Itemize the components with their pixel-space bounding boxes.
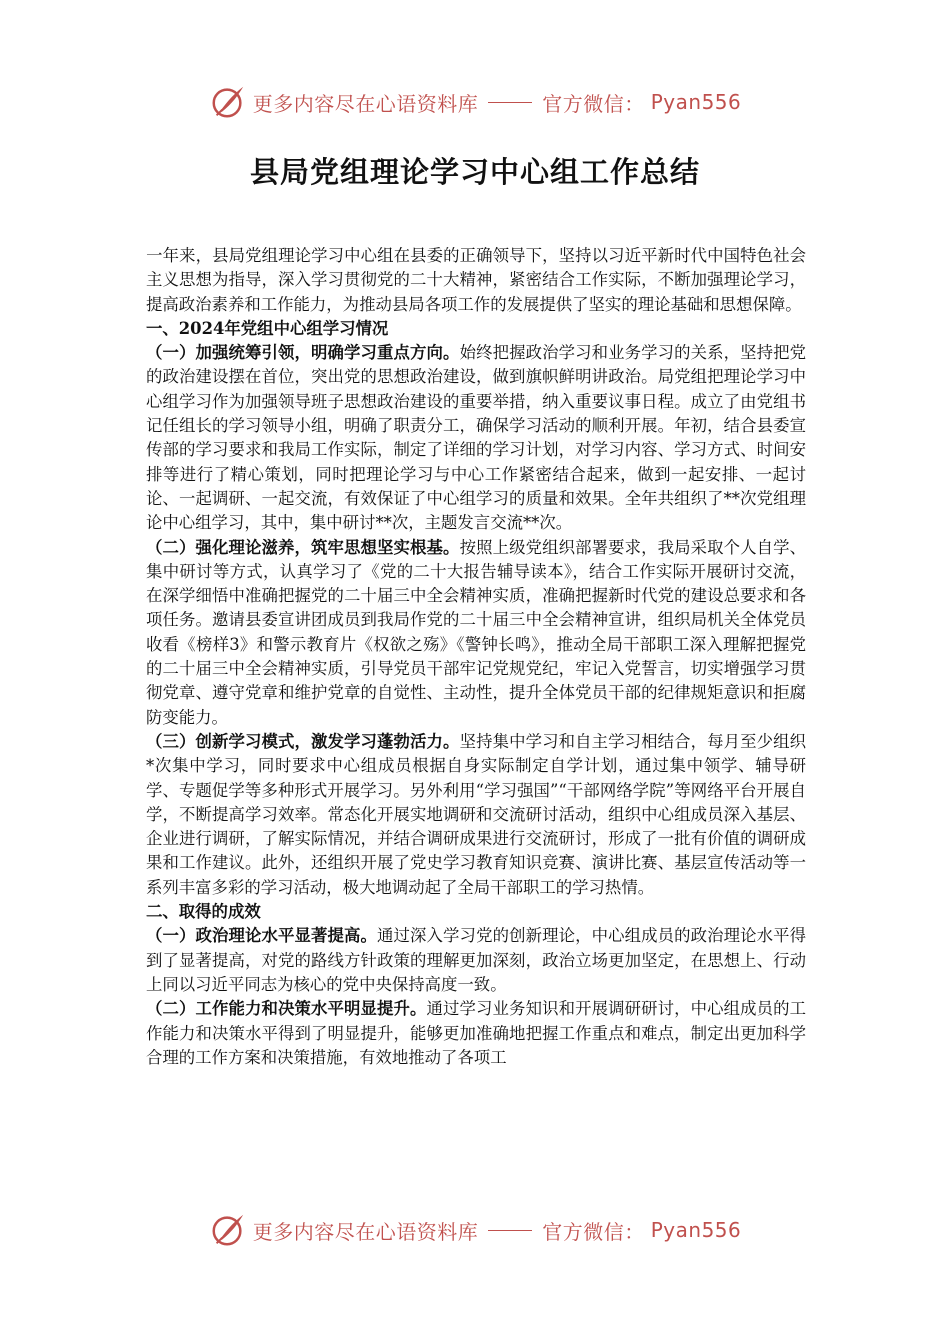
section2-heading: 二、取得的成效 bbox=[146, 902, 261, 922]
quill-logo-icon bbox=[209, 83, 247, 121]
intro-text: 一年来，县局党组理论学习中心组在县委的正确领导下，坚持以习近平新时代中国特色社会主义思想为指导，深入学习贯彻党的二十大精神，紧密结合工作实际，不断加强理论学习，提高政治素养和工作能力，为推动县局各项工作的发展提供了坚实的理论基础和思想保障。 bbox=[146, 246, 806, 314]
section1-item-3 bbox=[146, 730, 806, 900]
watermark-contact-label: 官方微信： bbox=[542, 91, 645, 116]
watermark-brand-text: 更多内容尽在心语资料库 bbox=[252, 91, 479, 116]
section1-item-3-lead: （三）创新学习模式，激发学习蓬勃活力。 bbox=[146, 731, 460, 751]
watermark-brand-text: 更多内容尽在心语资料库 bbox=[252, 1219, 479, 1244]
quill-logo-icon bbox=[209, 1211, 247, 1249]
section2-item-1-body: 通过深入学习党的创新理论，中心组成员的政治理论水平得到了显著提高，对党的路线方针政策的理解更加深刻，政治立场更加坚定，在思想上、行动上同以习近平同志为核心的党中央保持高度一致。 bbox=[146, 926, 807, 994]
section2-item-1-lead: （一）政治理论水平显著提高。 bbox=[146, 926, 378, 946]
header-watermark bbox=[0, 80, 950, 124]
section1-item-1-body: 始终把握政治学习和业务学习的关系，坚持把党的政治建设摆在首位，突出党的思想政治建设，做到旗帜鲜明讲政治。局党组把理论学习中心组学习作为加强领导班子思想政治建设的重要举措，纳入重要议事日程。成立了由党组书记任组长的学习领导小组，明确了职责分工，确保学习活动的顺利开展。年初，结合县委宣传部的学习要求和我局工作实际，制定了详细的学习计划，对学习内容、学习方式、时间安排等进行了精心策划，同时把理论学习与中心工作紧密结合起来，做到一起安排、一起讨论、一起调研、一起交流，有效保证了中心组学习的质量和效果。全年共组织了**次党组理论中心组学习，其中，集中研讨**次，主题发言交流**次。 bbox=[146, 343, 807, 533]
section1-item-2-lead: （二）强化理论滋养，筑牢思想坚实根基。 bbox=[146, 537, 460, 557]
document-body bbox=[146, 244, 806, 1070]
section1-item-2 bbox=[146, 536, 806, 730]
document-title: 县局党组理论学习中心组工作总结 bbox=[249, 155, 700, 189]
section2-item-2-body: 通过学习业务知识和开展调研研讨，中心组成员的工作能力和决策水平得到了明显提升，能够更加准确地把握工作重点和难点，制定出更加科学合理的工作方案和决策措施，有效地推动了各项工 bbox=[146, 999, 806, 1067]
section1-item-3-body: 坚持集中学习和自主学习相结合，每月至少组织*次集中学习，同时要求中心组成员根据自身实际制定自学计划，通过集中领学、辅导研学、专题促学等多种形式开展学习。另外利用“学习强国”“干部网络学院”等网络平台开展自学，不断提高学习效率。常态化开展实地调研和交流研讨活动，组织中心组成员深入基层、企业进行调研，了解实际情况，并结合调研成果进行交流研讨，形成了一批有价值的调研成果和工作建议。此外，还组织开展了党史学习教育知识竞赛、演讲比赛、基层宣传活动等一系列丰富多彩的学习活动，极大地调动起了全局干部职工的学习热情。 bbox=[146, 731, 807, 897]
watermark-contact-id: Pyan556 bbox=[650, 1218, 742, 1242]
watermark-contact-label: 官方微信： bbox=[542, 1219, 645, 1244]
section1-item-2-body: 按照上级党组织部署要求，我局采取个人自学、集中研讨等方式，认真学习了《党的二十大报告辅导读本》，结合工作实际开展研讨交流，在深学细悟中准确把握党的二十届三中全会精神实质，准确把握新时代党的建设总要求和各项任务。邀请县委宣讲团成员到我局作党的二十届三中全会精神宣讲，组织局机关全体党员收看《榜样3》和警示教育片《权欲之殇》《警钟长鸣》，推动全局干部职工深入理解把握党的二十届三中全会精神实质，引导党员干部牢记党规党纪，牢记入党誓言，切实增强学习贯彻党章、遵守党章和维护党章的自觉性、主动性，提升全体党员干部的纪律规矩意识和拒腐防变能力。 bbox=[146, 537, 807, 727]
footer-watermark bbox=[0, 1208, 950, 1252]
watermark-dash bbox=[488, 102, 532, 103]
section2-item-1 bbox=[146, 924, 806, 997]
watermark-dash bbox=[488, 1230, 532, 1231]
section1-item-1 bbox=[146, 341, 806, 535]
intro-paragraph bbox=[146, 244, 806, 317]
section2-item-2 bbox=[146, 997, 806, 1070]
watermark-contact-id: Pyan556 bbox=[650, 90, 742, 114]
section2-item-2-lead: （二）工作能力和决策水平明显提升。 bbox=[146, 999, 427, 1019]
section1-item-1-lead: （一）加强统筹引领，明确学习重点方向。 bbox=[146, 343, 460, 363]
section1-heading: 一、2024年党组中心组学习情况 bbox=[146, 318, 389, 338]
